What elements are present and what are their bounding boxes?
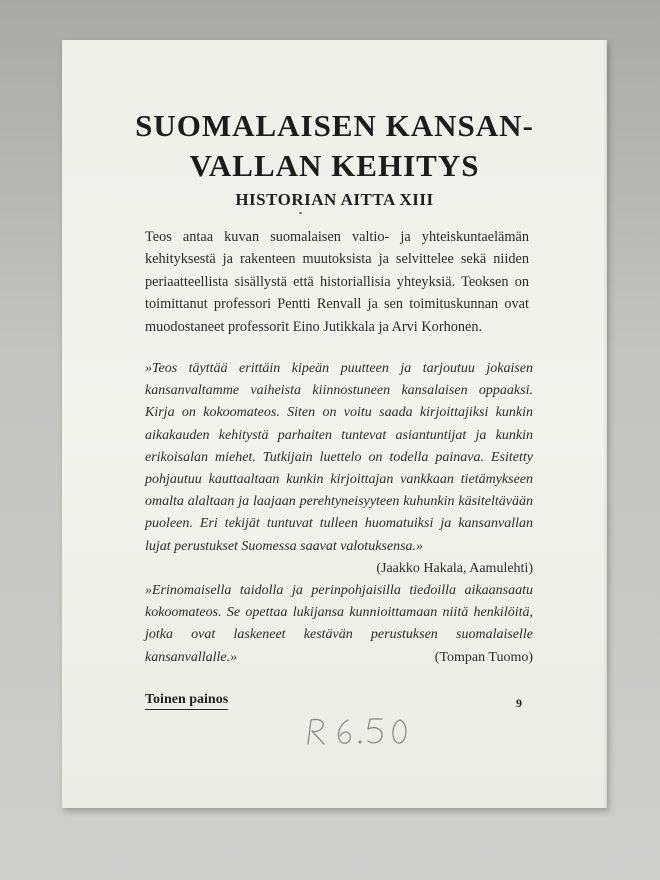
sheet-number: 9 [516, 696, 522, 710]
review-quote-2-text: »Erinomaisella taidolla ja perinpohjaisilla tiedoilla aikaansaatu kokoomateos. Se opettaa lukijansa kunnioittamaan niitä henkilöitä, jotka ovat laskeneet kestävän perustuksen suomalaiselle kansanvallalle.» [145, 583, 533, 665]
review-quote-2-source: (Tompan Tuomo) [434, 649, 533, 665]
review-quote-1 [145, 358, 533, 580]
review-quote-2 [145, 580, 533, 669]
series-subtitle: HISTORIAN AITTA XIII [235, 190, 434, 209]
review-quote-1-text: »Teos täyttää erittäin kipeän puutteen ja tarjoutuu jokaisen kansanvaltamme vaiheista kiinnostuneen kansalaisen oppaaksi. Kirja on kokoomateos. Siten on voitu saada kirjoittajiksi kunkin aikakauden kehitystä parhaiten tuntevat asiantuntijat ja kunkin erikoisalan miehet. Tutkijain luettelo on todella painava. Esitetty pohjautuu kauttaaltaan kunkin kirjoittajan vankkaan tietämykseen omalta alaltaan ja laajaan perehtyneisyyteen kuhunkin käsiteltävään puoleen. Eri tekijät tuntuvat tulleen huomatuiksi ja kansanvallan lujat perustukset Suomessa saavat valotuksensa.» [145, 361, 533, 554]
title-line-2: VALLAN KEHITYS [189, 148, 480, 183]
paper-speck [299, 212, 302, 214]
book-back-cover [62, 40, 607, 808]
handwritten-price-mark [302, 710, 442, 750]
edition-label: Toinen painos [145, 692, 228, 710]
review-quote-1-source: (Jaakko Hakala, Aamulehti) [376, 560, 533, 576]
title-line-1: SUOMALAISEN KANSAN- [135, 108, 534, 143]
book-description: Teos antaa kuvan suomalaisen valtio- ja yhteiskuntaelämän kehityksestä ja rakenteen muutoksista ja selvittelee sekä niiden periaatteellista sisällystä että historiallisia yhteyksiä. Teoksen on toimittanut professori Pentti Renvall ja sen toimituskunnan ovat muodostaneet professorit Eino Jutikkala ja Arvi Korhonen. [145, 229, 529, 335]
